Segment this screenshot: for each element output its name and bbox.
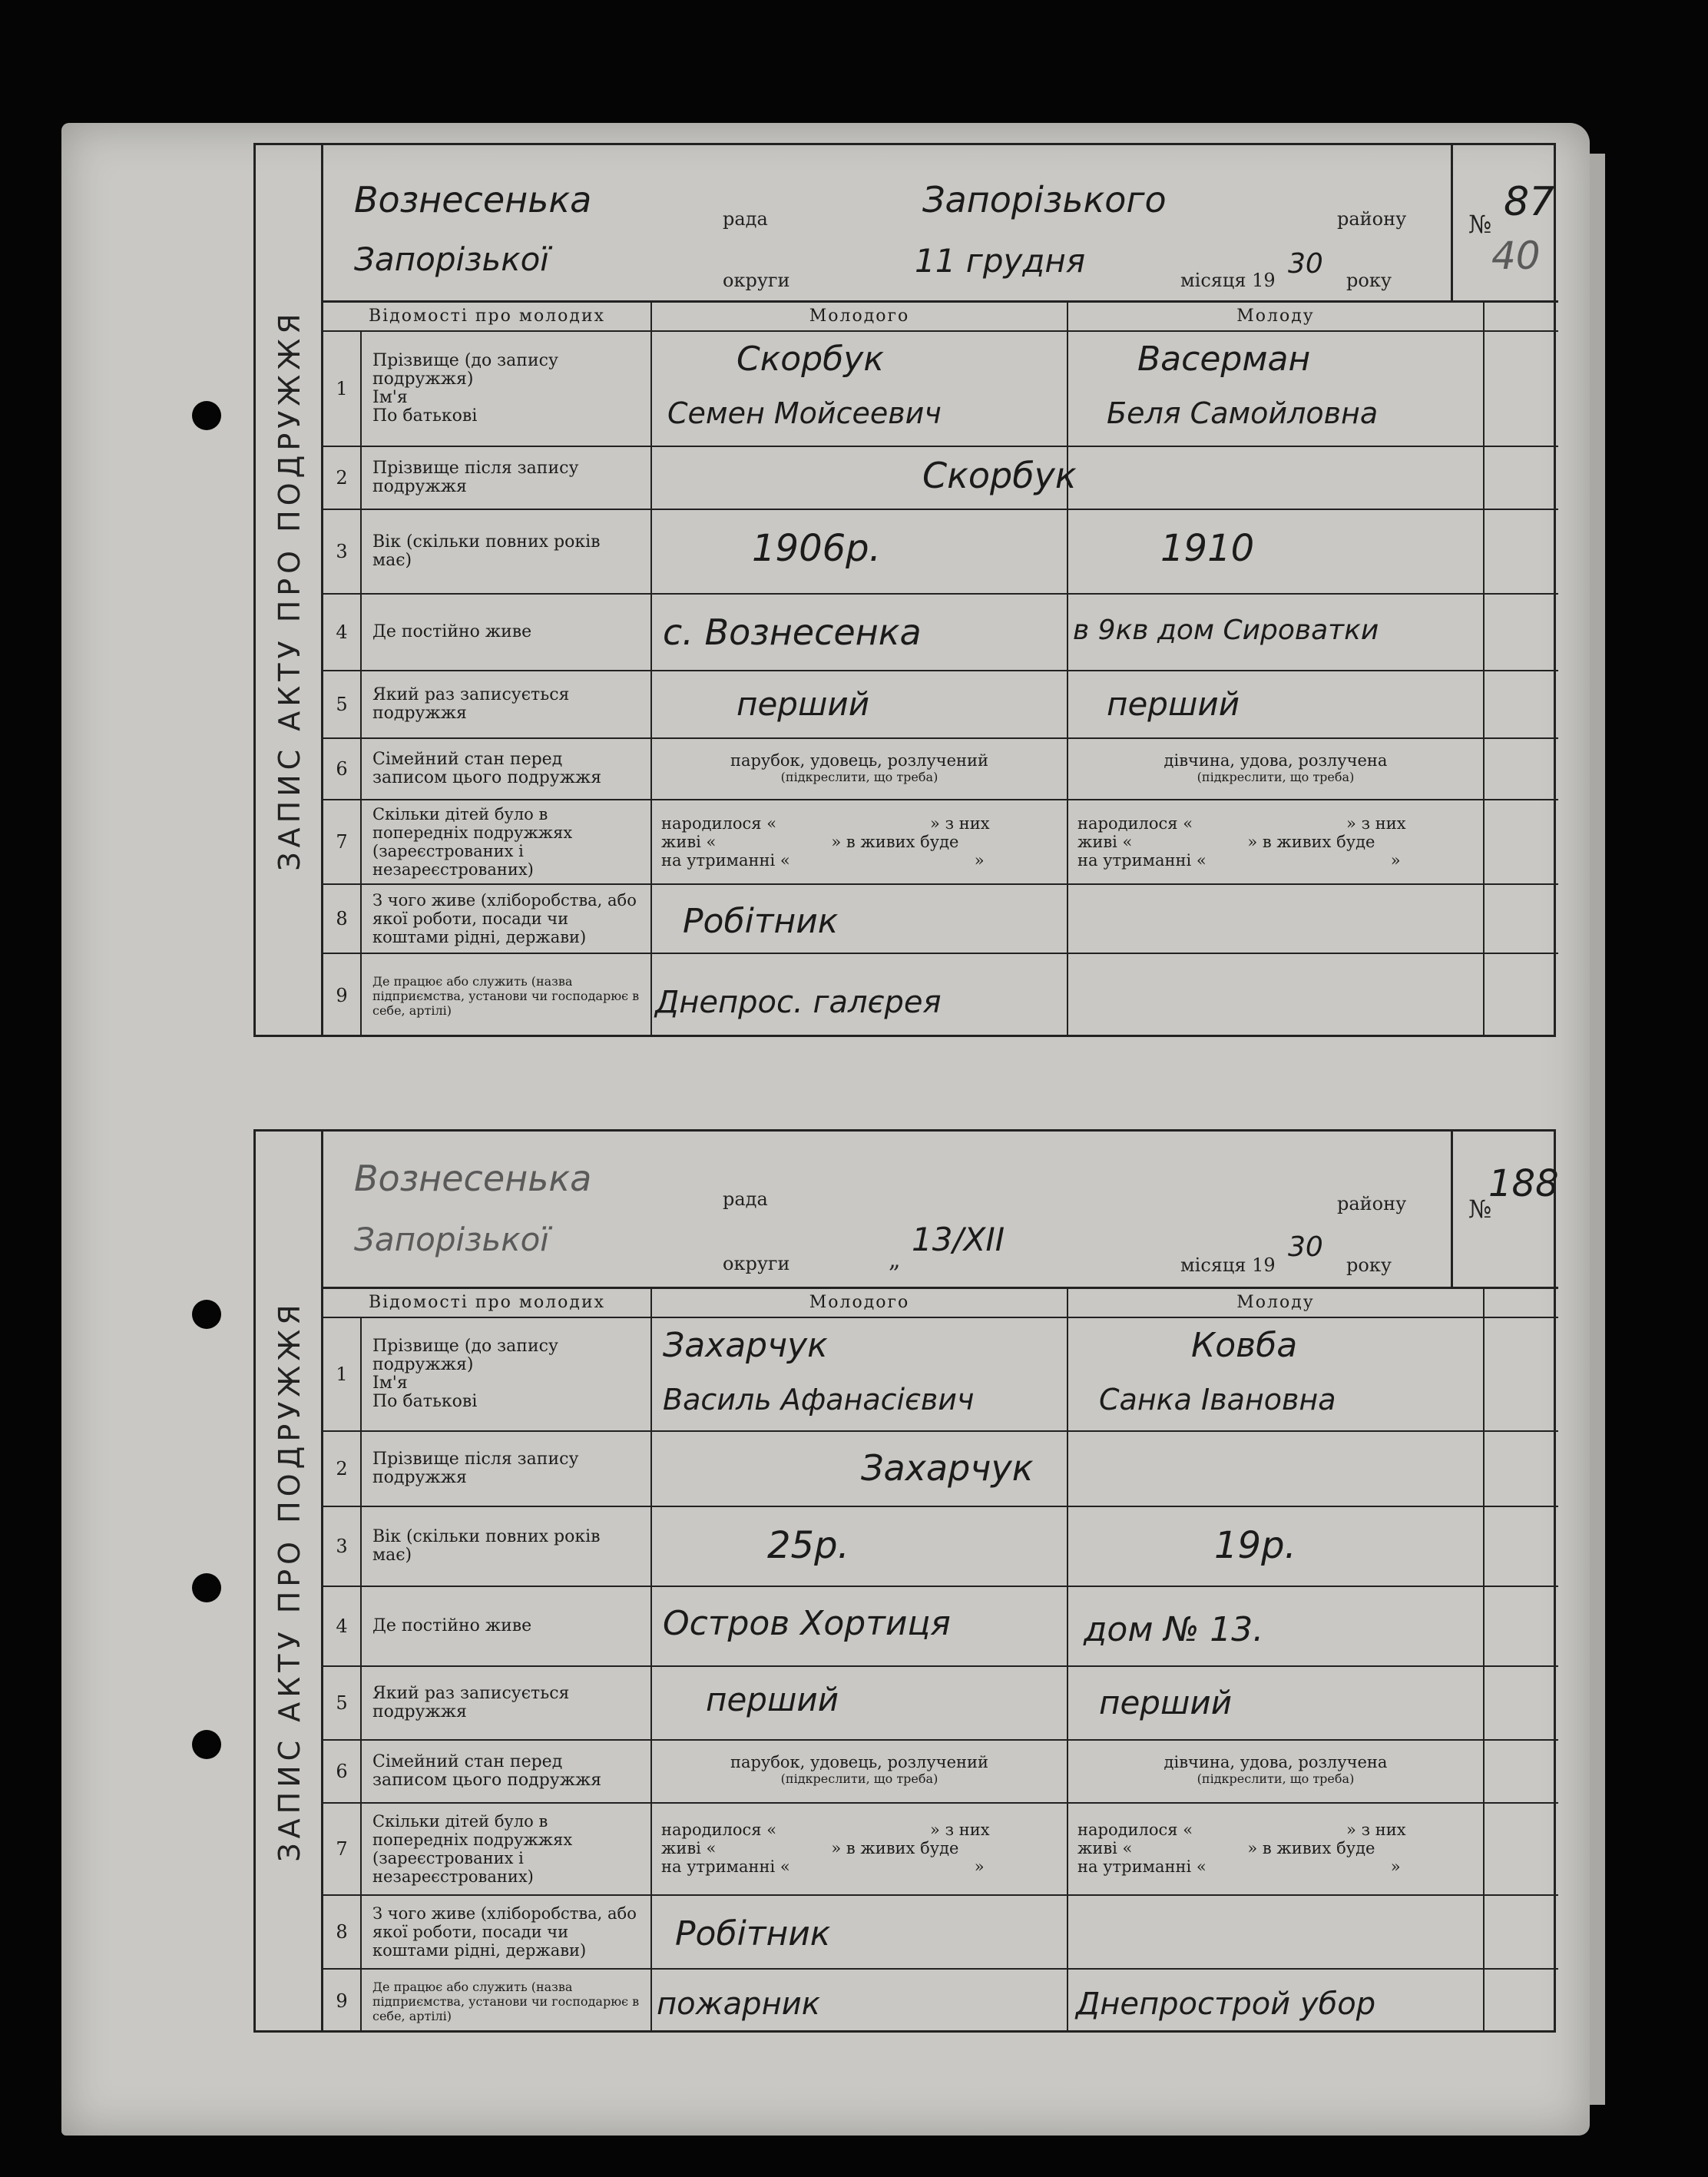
row-7: 7 Скільки дітей було в попередніх подружжях (зареєстрованих і незареєстрованих) народилося « » з них живі « » в живих буде на утриманні « » народилося « » з них живі « » в живих буде на утриманні « » — [323, 1804, 1558, 1896]
bride-age: 19р. — [1214, 1524, 1296, 1567]
groom-residence: с. Вознесенка — [663, 611, 922, 653]
row-6: 6 Сімейний стан перед записом цього подружжя парубок, удовець, розлучений (підкреслити, що треба) дівчина, удова, розлучена (підкреслити, що треба) — [323, 1741, 1558, 1804]
married-surname: Скорбук — [922, 455, 1077, 496]
record-number: 87 — [1504, 179, 1555, 225]
marriage-record-188 — [253, 1129, 1559, 2033]
groom-name: Василь Афанасієвич — [663, 1383, 975, 1417]
col-info-header: Відомості про молодих — [323, 1289, 652, 1317]
groom-occupation: Робітник — [683, 902, 839, 941]
bride-residence: дом № 13. — [1084, 1610, 1264, 1649]
col-info-header: Відомості про молодих — [323, 303, 652, 330]
groom-workplace: Днепрос. галєрея — [655, 985, 942, 1020]
bride-workplace: Днепрострой убор — [1076, 1986, 1376, 2022]
groom-workplace: пожарник — [657, 1986, 820, 2022]
okruha-name: Запорізької — [354, 1221, 549, 1258]
binding-hole — [192, 401, 221, 430]
binding-hole — [192, 1573, 221, 1602]
groom-status-options: парубок, удовець, розлучений — [730, 751, 989, 770]
record-date: 11 грудня — [915, 242, 1086, 280]
row-4: 4 Де постійно живе Остров Хортиця дом № 13. — [323, 1587, 1558, 1667]
side-title: ЗАПИС АКТУ ПРО ПОДРУЖЖЯ — [273, 1300, 306, 1862]
groom-times: перший — [736, 685, 869, 723]
rada-name: Вознесенька — [354, 179, 592, 220]
record-header: Вознесенька рада району Запорізької округи „ 13/XII місяця 19 30 року № 188 — [323, 1132, 1558, 1289]
col-groom-header: Молодого — [652, 303, 1068, 330]
row6-label: Сімейний стан перед записом цього подружжя — [372, 750, 602, 787]
record-header — [323, 145, 1558, 303]
row1-label: Прізвище (до запису подружжя) — [372, 351, 558, 389]
marriage-record-87 — [253, 143, 1556, 1037]
bride-age: 1910 — [1160, 527, 1255, 570]
rada-label: рада — [723, 208, 768, 230]
row-4: 4 Де постійно живе с. Вознесенка в 9кв дом Сироватки — [323, 595, 1558, 671]
row-5: 5 Який раз записується подружжя перший перший — [323, 671, 1558, 739]
row9-label: Де працює або служить (назва підприємства, установи чи господарює в себе, артілі) — [372, 973, 640, 1018]
record-number-cell — [1451, 1132, 1558, 1289]
rada-label: рада — [723, 1188, 768, 1210]
groom-age: 1906р. — [752, 527, 881, 570]
row4-label: Де постійно живе — [372, 622, 532, 641]
side-strip — [256, 1132, 323, 2030]
bride-status-options: дівчина, удова, розлучена — [1163, 751, 1388, 770]
row-3: 3 Вік (скільки повних років має) 25р. 19р. — [323, 1507, 1558, 1587]
married-surname: Захарчук — [861, 1447, 1034, 1489]
groom-surname: Захарчук — [663, 1326, 828, 1365]
side-strip — [256, 145, 323, 1035]
raion-label: району — [1337, 208, 1407, 230]
bride-status-note: (підкреслити, що треба) — [1197, 770, 1355, 784]
record-number: 188 — [1488, 1162, 1559, 1205]
row-1: 1 Прізвище (до запису подружжя) Ім'я По батькові Скорбук Семен Мойсеевич Васерман Беля Самойловна — [323, 332, 1558, 447]
row5-label: Який раз записується подружжя — [372, 685, 570, 723]
row-3: 3 Вік (скільки повних років має) 1906р. 1910 — [323, 510, 1558, 595]
bride-times: перший — [1107, 685, 1240, 723]
binding-hole — [192, 1730, 221, 1759]
groom-times: перший — [706, 1681, 839, 1718]
col-bride-header: Молоду — [1068, 303, 1485, 330]
row-5: 5 Який раз записується подружжя перший перший — [323, 1667, 1558, 1741]
row7-label: Скільки дітей було в попередніх подружжях (зареєстрованих і незареєстрованих) — [372, 805, 573, 879]
row1b-label: Ім'я — [372, 388, 408, 407]
row-6: 6 Сімейний стан перед записом цього подружжя парубок, удовець, розлучений (підкреслити, що треба) дівчина, удова, розлучена (підкреслити, що треба) — [323, 739, 1558, 800]
month-label: місяця 19 — [1180, 1254, 1276, 1276]
bride-surname: Ковба — [1191, 1326, 1298, 1365]
record-date: 13/XII — [912, 1221, 1005, 1258]
record-year: 30 — [1288, 248, 1323, 280]
bride-residence: в 9кв дом Сироватки — [1073, 615, 1379, 646]
groom-surname: Скорбук — [736, 340, 884, 379]
margin-mark: 40 — [1491, 234, 1541, 278]
groom-name: Семен Мойсеевич — [667, 396, 942, 430]
row-2: 2 Прізвище після запису подружжя Скорбук — [323, 447, 1558, 510]
row-1: 1 Прізвище (до запису подружжя) Ім'я По батькові Захарчук Василь Афанасієвич Ковба Санка Івановна — [323, 1318, 1558, 1432]
row-2: 2 Прізвище після запису подружжя Захарчук — [323, 1432, 1558, 1507]
row-8: 8 З чого живе (хліборобства, або якої роботи, посади чи коштами рідні, держави) Робітник — [323, 885, 1558, 954]
row-9: 9 Де працює або служить (назва підприємства, установи чи господарює в себе, артілі) пожарник Днепрострой убор — [323, 1970, 1558, 2033]
rada-name: Вознесенька — [354, 1158, 592, 1199]
number-label: № — [1468, 210, 1492, 239]
month-label: місяця 19 — [1180, 270, 1276, 291]
year-label: року — [1346, 270, 1392, 291]
col-groom-header: Молодого — [652, 1289, 1068, 1317]
record-year: 30 — [1288, 1231, 1323, 1263]
raion-label: району — [1337, 1193, 1407, 1214]
row1c-label: По батькові — [372, 406, 478, 426]
row-9: 9 Де працює або служить (назва підприємства, установи чи господарює в себе, артілі) Днепрос. галєрея — [323, 954, 1558, 1037]
row8-label: З чого живе (хліборобства, або якої роботи, посади чи коштами рідні, держави) — [372, 891, 637, 946]
raion-name: Запорізького — [922, 179, 1167, 220]
row-7: 7 Скільки дітей було в попередніх подружжях (зареєстрованих і незареєстрованих) народилося « » з них живі « » в живих буде на утриманні « » народилося « » з них живі « » в живих буде на утриманні « » — [323, 800, 1558, 885]
year-label: року — [1346, 1254, 1392, 1276]
bride-surname: Васерман — [1137, 340, 1311, 379]
groom-status-note: (підкреслити, що треба) — [780, 770, 938, 784]
row-8: 8 З чого живе (хліборобства, або якої роботи, посади чи коштами рідні, держави) Робітник — [323, 1896, 1558, 1970]
table-header-row — [323, 303, 1558, 332]
binding-hole — [192, 1300, 221, 1329]
groom-occupation: Робітник — [675, 1914, 831, 1953]
number-label: № — [1468, 1195, 1492, 1224]
bride-name: Санка Івановна — [1099, 1383, 1336, 1417]
okruha-name: Запорізької — [354, 240, 549, 278]
okruha-label: округи — [723, 1253, 790, 1274]
side-title: ЗАПИС АКТУ ПРО ПОДРУЖЖЯ — [273, 309, 306, 871]
row3-label: Вік (скільки повних років має) — [372, 532, 601, 570]
bride-name: Беля Самойловна — [1107, 396, 1379, 430]
record-number-cell — [1451, 145, 1558, 303]
groom-age: 25р. — [767, 1524, 849, 1567]
row2-label: Прізвище після запису подружжя — [372, 459, 579, 496]
bride-times: перший — [1099, 1684, 1232, 1721]
table-header-row — [323, 1289, 1558, 1318]
col-bride-header: Молоду — [1068, 1289, 1485, 1317]
groom-residence: Остров Хортиця — [663, 1604, 951, 1643]
okruha-label: округи — [723, 270, 790, 291]
